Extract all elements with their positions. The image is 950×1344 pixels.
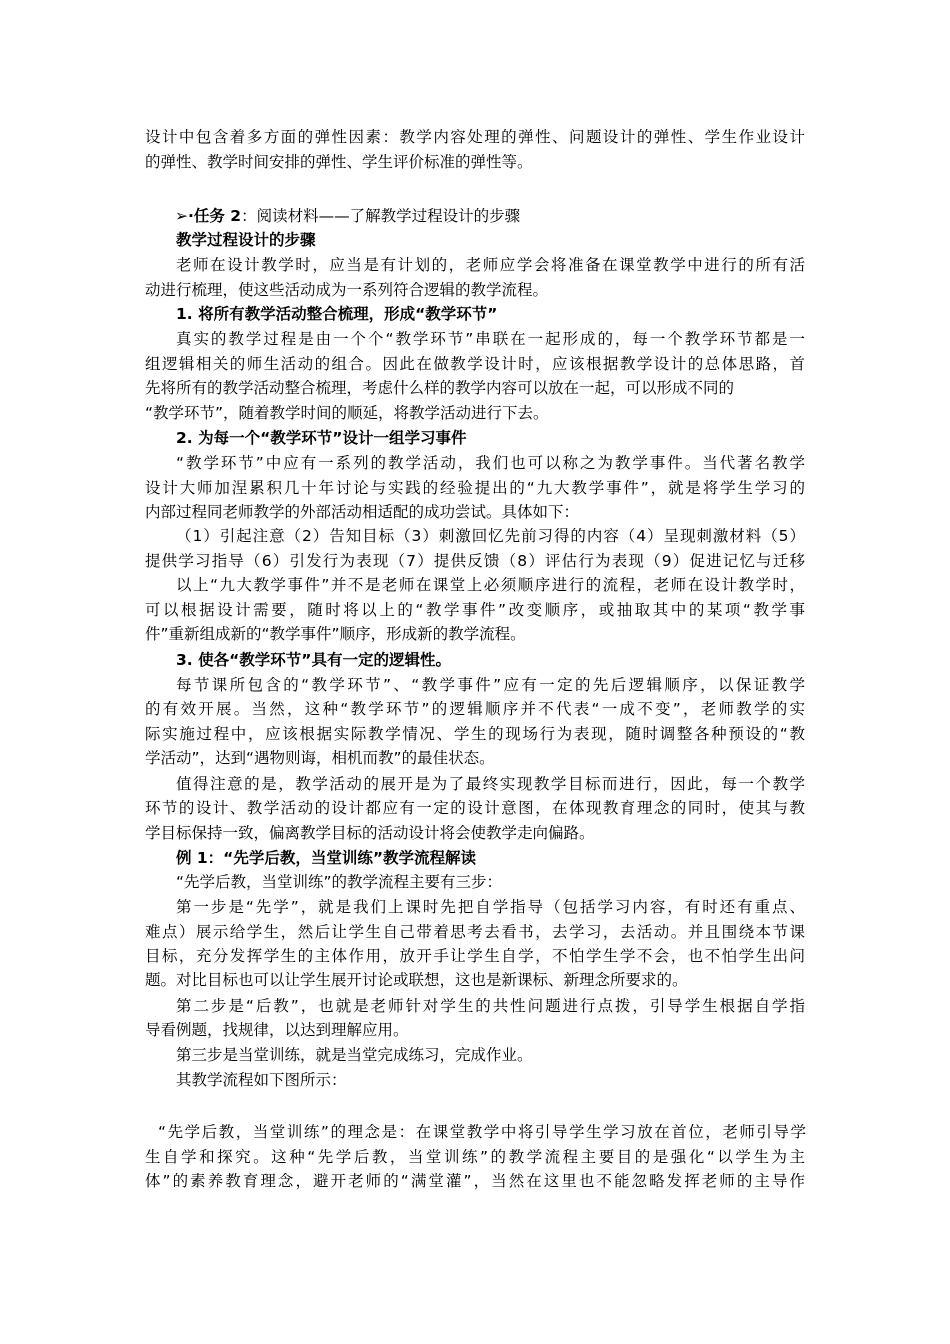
task2-label: ·任务 2 [188,207,242,225]
step1-line-1: 真实的教学过程是由一个个“教学环节”串联在一起形成的，每一个教学环节都是一 [176,330,805,348]
step1-line-3: 先将所有的教学活动整合梳理，考虑什么样的教学内容可以放在一起，可以形成不同的 [145,379,735,397]
example-title: 例 1：“先学后教，当堂训练”教学流程解读 [176,849,477,867]
step1-line-4: “教学环节”，随着教学时间的顺延，将教学活动进行下去。 [145,404,549,422]
intro-line-1: 设计中包含着多方面的弹性因素：教学内容处理的弹性、问题设计的弹性、学生作业设计 [145,128,805,146]
step2-line-5: 提供学习指导（6）引发行为表现（7）提供反馈（8）评估行为表现（9）促进记忆与迁移 [145,552,805,570]
section-title: 教学过程设计的步骤 [176,231,316,249]
step1-line-2: 组逻辑相关的师生活动的组合。因此在做教学设计时，应该根据教学设计的总体思路，首 [145,355,805,373]
step2-line-4: （1）引起注意（2）告知目标（3）刺激回忆先前习得的内容（4）呈现刺激材料（5） [176,527,805,545]
step2-line-7: 可以根据设计需要，随时将以上的“教学事件”改变顺序，或抽取其中的某项“教学事 [145,601,805,619]
step3-title: 3. 使各“教学环节”具有一定的逻辑性。 [176,651,451,669]
step3-line-5: 值得注意的是，教学活动的展开是为了最终实现教学目标而进行，因此，每一个教学 [176,775,805,793]
example-line-1: “先学后教，当堂训练”的教学流程主要有三步： [176,873,503,891]
step1-title: 1. 将所有教学活动整合梳理，形成“教学环节” [176,305,498,323]
step2-line-8: 件”重新组成新的“教学事件”顺序，形成新的教学流程。 [145,625,526,643]
step3-line-3: 际实施过程中，应该根据实际教学情况、学生的现场行为表现，随时调整各种预设的“教 [145,725,805,743]
task2-text: ：阅读材料——了解教学过程设计的步骤 [241,207,521,225]
closing-line-1: “先学后教，当堂训练”的理念是：在课堂教学中将引导学生学习放在首位，老师引导学 [158,1123,806,1141]
intro-line-2: 的弹性、教学时间安排的弹性、学生评价标准的弹性等。 [145,153,533,171]
step3-line-4: 学活动”，达到“遇物则诲，相机而教”的最佳状态。 [145,749,495,767]
section-intro-line-1: 老师在设计教学时，应当是有计划的，老师应学会将准备在课堂教学中进行的所有活 [176,256,805,274]
step2-line-6: 以上“九大教学事件”并不是老师在课堂上必须顺序进行的流程，老师在设计教学时， [176,576,805,594]
example-line-7: 导看例题，找规律，以达到理解应用。 [145,1021,409,1039]
step2-title: 2. 为每一个“教学环节”设计一组学习事件 [176,429,467,447]
example-line-6: 第二步是“后教”，也就是老师针对学生的共性问题进行点拨，引导学生根据自学指 [176,997,805,1015]
example-line-9: 其教学流程如下图所示： [176,1071,347,1089]
closing-line-2: 生自学和探究。这种“先学后教，当堂训练”的教学流程主要目的是强化“以学生为主 [145,1148,805,1166]
example-line-3: 难点）展示给学生，然后让学生自己带着思考去看书，去学习，去活动。并且围绕本节课 [145,923,805,941]
step3-line-7: 学目标保持一致，偏离教学目标的活动设计将会使教学走向偏路。 [145,824,595,842]
step3-line-2: 的有效开展。当然，这种“教学环节”的逻辑顺序并不代表“一成不变”，老师教学的实 [145,700,805,718]
step2-line-1: “教学环节”中应有一系列的教学活动，我们也可以称之为教学事件。当代著名教学 [176,454,805,472]
example-line-8: 第三步是当堂训练，就是当堂完成练习，完成作业。 [176,1046,533,1064]
step2-line-2: 设计大师加涅累积几十年讨论与实践的经验提出的“九大教学事件”，就是将学生学习的 [145,479,805,497]
step2-line-3: 内部过程同老师教学的外部活动相适配的成功尝试。具体如下： [145,503,580,521]
task2-heading [175,204,805,228]
step3-line-1: 每节课所包含的“教学环节”、“教学事件”应有一定的先后逻辑顺序，以保证教学 [176,676,805,694]
section-intro-line-2: 动进行梳理，使这些活动成为一系列符合逻辑的教学流程。 [145,281,549,299]
arrow-bullet-icon: ➢ [175,207,188,225]
example-line-4: 目标，充分发挥学生的主体作用，放开手让学生自学，不怕学生学不会，也不怕学生出问 [145,947,805,965]
step3-line-6: 环节的设计、教学活动的设计都应有一定的设计意图，在体现教育理念的同时，使其与教 [145,799,805,817]
example-line-5: 题。对比目标也可以让学生展开讨论或联想，这也是新课标、新理念所要求的。 [145,971,688,989]
example-line-2: 第一步是“先学”，就是我们上课时先把自学指导（包括学习内容，有时还有重点、 [176,898,805,916]
closing-line-3: 体”的素养教育理念，避开老师的“满堂灌”，当然在这里也不能忽略发挥老师的主导作 [145,1172,805,1190]
